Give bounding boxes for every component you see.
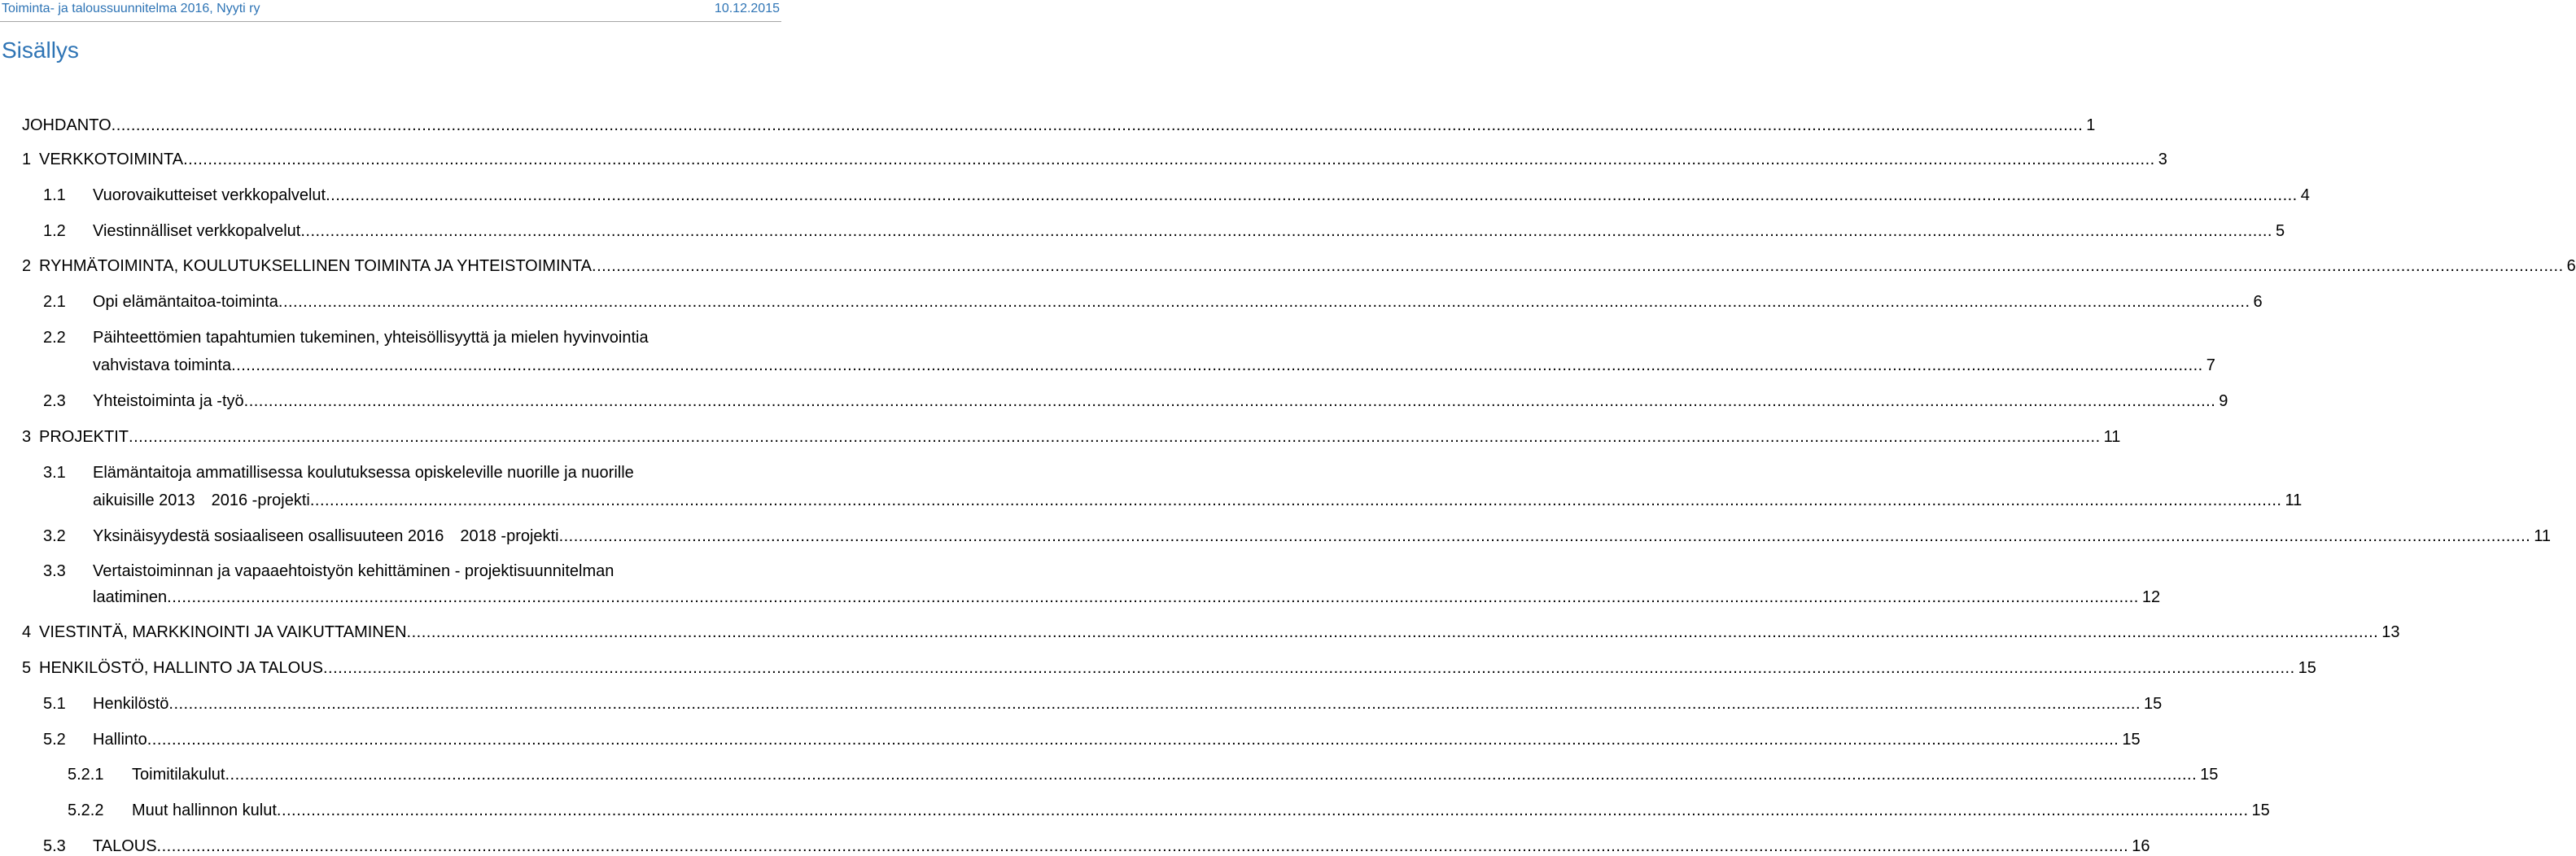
toc-entry-number: 1.1 — [43, 186, 66, 204]
toc-leader-dots: ................................................................................................................................................................................................................................................................................................................................................................................................................ — [225, 766, 2198, 784]
toc-entry-number: 2.3 — [43, 392, 66, 410]
toc-entry-page: 4 — [2300, 186, 2310, 204]
toc-leader-dots: ................................................................................................................................................................................................................................................................................................................................................................................................................ — [231, 356, 2203, 374]
toc-entry-number: 4 — [22, 623, 32, 641]
toc-entry-title: Henkilöstö — [93, 695, 169, 713]
toc-entry-page: 5 — [2275, 222, 2285, 240]
toc-entry-page: 15 — [2200, 766, 2219, 784]
toc-entry[interactable] — [0, 292, 2263, 312]
toc-entry-number: 1 — [22, 151, 32, 168]
toc-entry-continuation[interactable] — [0, 587, 2161, 607]
toc-leader-dots: ................................................................................................................................................................................................................................................................................................................................................................................................................ — [323, 659, 2295, 677]
toc-entry-title: Opi elämäntaitoa-toiminta — [93, 293, 278, 311]
toc-entry[interactable] — [0, 256, 2576, 276]
toc-entry-title: vahvistava toiminta — [93, 356, 232, 374]
toc-entry-page: 1 — [2086, 116, 2096, 134]
toc-leader-dots: ................................................................................................................................................................................................................................................................................................................................................................................................................ — [243, 392, 2216, 410]
toc-entry-page: 9 — [2219, 392, 2228, 410]
toc-entry-page: 12 — [2141, 588, 2161, 606]
toc-entry[interactable] — [0, 186, 2310, 205]
toc-entry-number: 2.2 — [43, 329, 66, 347]
toc-entry-number: 3.2 — [43, 527, 66, 545]
toc-entry-page: 15 — [2122, 731, 2141, 749]
toc-leader-dots: ................................................................................................................................................................................................................................................................................................................................................................................................................ — [406, 623, 2379, 641]
toc-leader-dots: ................................................................................................................................................................................................................................................................................................................................................................................................................ — [183, 151, 2155, 168]
toc-leader-dots: ................................................................................................................................................................................................................................................................................................................................................................................................................ — [276, 801, 2249, 819]
toc-entry-title: VIESTINTÄ, MARKKINOINTI JA VAIKUTTAMINEN — [39, 623, 407, 641]
page-header — [0, 0, 781, 23]
toc-entry-page: 6 — [2566, 257, 2576, 275]
toc-leader-dots: ................................................................................................................................................................................................................................................................................................................................................................................................................ — [156, 837, 2129, 855]
toc-entry-title: Toimitilakulut — [132, 766, 225, 784]
toc-entry-page: 3 — [2158, 151, 2167, 168]
toc-entry[interactable] — [0, 561, 781, 581]
toc-entry-title: JOHDANTO — [22, 116, 112, 134]
toc-entry[interactable] — [0, 622, 2400, 642]
toc-heading: Sisällys — [2, 37, 79, 63]
toc-entry-number: 5.3 — [43, 837, 66, 855]
toc-leader-dots: ................................................................................................................................................................................................................................................................................................................................................................................................................ — [558, 527, 2531, 545]
toc-entry-title-line: Vertaistoiminnan ja vapaaehtoistyön kehittäminen - projektisuunnitelman — [93, 562, 614, 580]
toc-entry-page: 6 — [2253, 293, 2263, 311]
toc-entry-title: laatiminen — [93, 588, 168, 606]
toc-entry-page: 16 — [2132, 837, 2150, 855]
toc-entry-number: 5.2 — [43, 731, 66, 749]
toc-entry-continuation[interactable] — [0, 491, 2303, 510]
toc-entry-title-line: Päihteettömien tapahtumien tukeminen, yhteisöllisyyttä ja mielen hyvinvointia — [93, 329, 649, 347]
toc-leader-dots: ................................................................................................................................................................................................................................................................................................................................................................................................................ — [309, 491, 2282, 509]
toc-entry[interactable] — [0, 694, 2163, 714]
toc-entry-page: 15 — [2144, 695, 2163, 713]
toc-entry[interactable] — [0, 116, 2096, 135]
toc-entry-title: Vuorovaikutteiset verkkopalvelut — [93, 186, 326, 204]
header-divider — [0, 21, 781, 22]
toc-entry-number: 5.2.1 — [68, 766, 104, 784]
toc-leader-dots: ................................................................................................................................................................................................................................................................................................................................................................................................................ — [300, 222, 2272, 240]
toc-entry-number: 3 — [22, 428, 32, 446]
toc-entry-continuation[interactable] — [0, 356, 2215, 375]
toc-entry-page: 7 — [2206, 356, 2215, 374]
toc-entry[interactable] — [0, 150, 2167, 169]
toc-entry-title: aikuisille 2013 2016 -projekti — [93, 491, 310, 509]
toc-entry[interactable] — [0, 765, 2219, 784]
toc-entry-number: 2.1 — [43, 293, 66, 311]
header-date: 10.12.2015 — [714, 2, 780, 15]
toc-entry[interactable] — [0, 463, 781, 483]
toc-entry[interactable] — [0, 526, 2551, 546]
toc-entry[interactable] — [0, 427, 2121, 447]
toc-entry[interactable] — [0, 221, 2285, 241]
toc-entry[interactable] — [0, 658, 2316, 678]
toc-entry-page: 11 — [2534, 527, 2551, 545]
header-title: Toiminta- ja taloussuunnitelma 2016, Nyyti ry — [2, 2, 260, 15]
toc-leader-dots: ................................................................................................................................................................................................................................................................................................................................................................................................................ — [129, 428, 2101, 446]
toc-entry-title: VERKKOTOIMINTA — [39, 151, 184, 168]
toc-entry-title: PROJEKTIT — [39, 428, 129, 446]
toc-entry-page: 13 — [2381, 623, 2400, 641]
toc-entry-title: Muut hallinnon kulut — [132, 801, 277, 819]
toc-entry-title: RYHMÄTOIMINTA, KOULUTUKSELLINEN TOIMINTA JA YHTEISTOIMINTA — [39, 257, 593, 275]
toc-entry-title: HENKILÖSTÖ, HALLINTO JA TALOUS — [39, 659, 323, 677]
toc-entry[interactable] — [0, 328, 781, 347]
toc-entry-number: 5 — [22, 659, 32, 677]
toc-entry[interactable] — [0, 391, 2228, 411]
toc-entry-number: 5.1 — [43, 695, 66, 713]
toc-leader-dots: ................................................................................................................................................................................................................................................................................................................................................................................................................ — [168, 695, 2141, 713]
toc-leader-dots: ................................................................................................................................................................................................................................................................................................................................................................................................................ — [167, 588, 2139, 606]
toc-entry-title: Hallinto — [93, 731, 147, 749]
toc-leader-dots: ................................................................................................................................................................................................................................................................................................................................................................................................................ — [592, 257, 2564, 275]
toc-entry-page: 11 — [2103, 428, 2121, 446]
toc-entry[interactable] — [0, 836, 2150, 856]
toc-entry-title: Yhteistoiminta ja -työ — [93, 392, 244, 410]
toc-entry-title: Yksinäisyydestä sosiaaliseen osallisuuteen 2016 2018 -projekti — [93, 527, 559, 545]
toc-leader-dots: ................................................................................................................................................................................................................................................................................................................................................................................................................ — [147, 731, 2119, 749]
toc-entry-number: 1.2 — [43, 222, 66, 240]
toc-leader-dots: ................................................................................................................................................................................................................................................................................................................................................................................................................ — [111, 116, 2084, 134]
toc-entry-page: 15 — [2251, 801, 2270, 819]
toc-leader-dots: ................................................................................................................................................................................................................................................................................................................................................................................................................ — [278, 293, 2250, 311]
toc-entry[interactable] — [0, 730, 2141, 749]
toc-entry-title-line: Elämäntaitoja ammatillisessa koulutuksessa opiskeleville nuorille ja nuorille — [93, 464, 634, 482]
toc-entry-number: 3.1 — [43, 464, 66, 482]
toc-entry-number: 3.3 — [43, 562, 66, 580]
toc-entry-page: 11 — [2285, 491, 2303, 509]
toc-entry-number: 5.2.2 — [68, 801, 104, 819]
toc-entry-number: 2 — [22, 257, 32, 275]
toc-entry-title: Viestinnälliset verkkopalvelut — [93, 222, 301, 240]
toc-leader-dots: ................................................................................................................................................................................................................................................................................................................................................................................................................ — [326, 186, 2298, 204]
toc-entry[interactable] — [0, 801, 2270, 820]
toc-entry-page: 15 — [2298, 659, 2316, 677]
toc-entry-title: TALOUS — [93, 837, 157, 855]
